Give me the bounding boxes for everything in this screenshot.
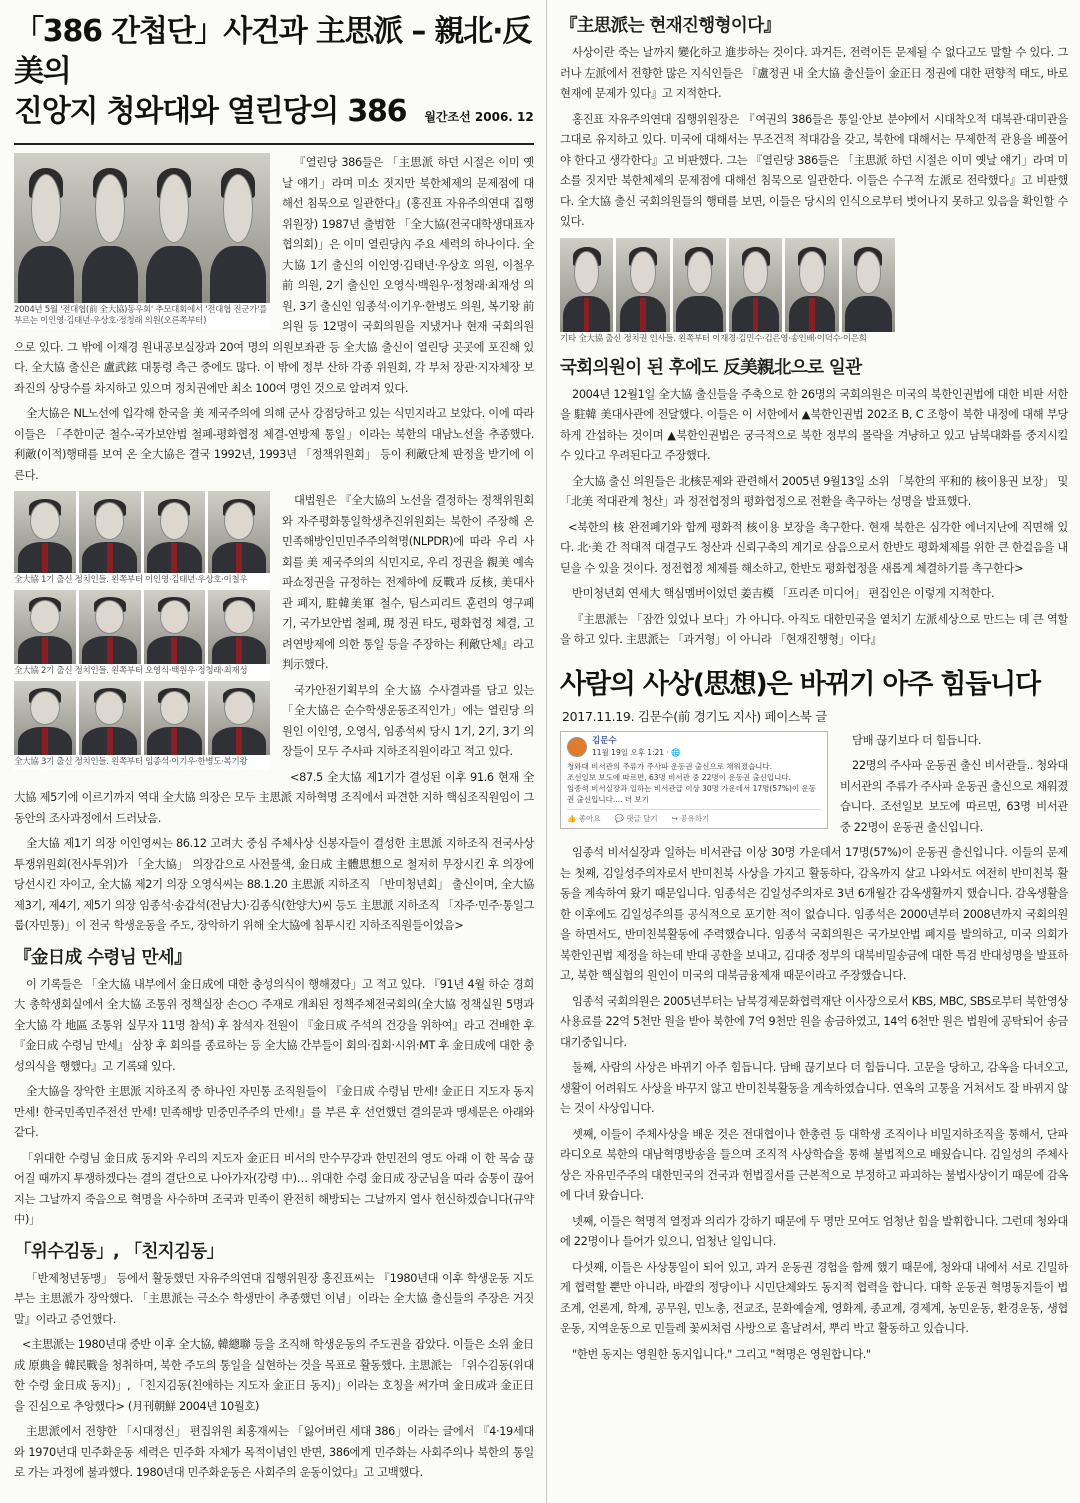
paragraph: 全大協을 장악한 主思派 지하조직 중 하나인 자민통 조직원들이 『金日成 수령님 만세! 金正日 지도자 동지 만세! 한국민족민주전선 만세! 민족해방 민중민주주의 만세!』를 부른 후 선언했던 결의문과 맹세문은 아래와 같다. [14,1085,534,1139]
article-title-line2-text: 진앙지 청와대와 열린당의 386 [14,94,407,129]
source-label: 월간조선 2006. 12 [424,110,534,124]
paragraph: 『主思派는 「잠깐 있었나 보다」가 아니다. 아직도 대한민국을 옅치기 左派세상으로 만드는 데 큰 역할을 하고 있다. 主思派는 「과거형」이 아니라 「현재진행형」이다』 [560,612,1068,646]
paragraph: 「반제청년동맹」 등에서 활동했던 자유주의연대 집행위원장 홍진표씨는 『1980년대 이후 학생운동 지도부는 主思派가 장악했다. 「主思派는 극소수 학생만이 추종했던 이념」이라는 全大協 출신들의 주장은 거짓말』이라고 증언했다. [14,1271,534,1326]
subheading: 『金日成 수령님 만세』 [14,947,192,968]
photo-group-others [560,238,895,347]
paragraph: 국가안전기획부의 全大協 수사결과를 담고 있는 「全大協은 순수학생운동조직인가」에는 열린당 의원인 이인영, 오영식, 임종석씨 당시 1기, 2기, 3기 의장들이 모두 주사파 지하조직원이라고 적고 있다. [282,683,534,758]
paragraph: 홍진표 자유주의연대 집행위원장은 『여권의 386들은 통일·안보 분야에서 시대착오적 대북관·대미관을 그대로 유지하고 있다. 미국에 대해서는 무조건적 적대감을 갖고, 북한에 대해서는 무제한적 관용을 베풀어야 한다고 생각한다』고 비판했다. 그는 『열린당 386들은 「主思派 하던 시절은 이미 옛날 얘기」라며 미소를 짓지만 북한체제의 문제점에 대해선 침묵으로 일관한다. 이들은 수구적 左派로 전락했다』고 비판했다. 全大協 출신 국회의원들의 행태를 보면, 이들은 당시의 인식으로부터 벗어나지 못하고 있음을 확인할 수 있다. [560,112,1068,228]
fb-share-label: 공유하기 [680,813,710,823]
photo-caption-2: 全大協 2기 출신 정치인들. 왼쪽부터 오영식·백원우·정청래·최재성 [14,666,248,676]
photo-caption-others: 기타 全大協 출신 정치권 인사들. 왼쪽부터 이재경·김민수·김은영·송인배·이덕수·이은희 [560,333,867,344]
article-title-line1: 「386 간첩단」사건과 主思派 – 親北·反美의 [14,14,532,89]
paragraph: 이 기록들은 「全大協 내부에서 金日成에 대한 충성의식이 행해졌다」고 적고 있다. 『91년 4월 하순 경희大 총학생회실에서 全大協 조통위 정책실장 손○○ 주재로 개최된 정책주체전국회의(全大協 정책실원 5명과 全大協 각 地區 조통위 실무자 11명 참석) 후 참석자 전원이 『金日成 주석의 건강을 위하여』라고 건배한 후 『金日成 수령님 만세』 삼창 후 회의를 종료하는 등 全大協 간부들이 회의·집회·시위·MT 후 金日成에 대한 충성의식을 행했다』고 기록돼 있다. [14,977,534,1073]
fb-text-3: 임종석 비서실장과 일하는 비서관급 이상 30명 가운데서 17명(57%)이 운동권 출신입니다.... 더 보기 [567,783,817,804]
paragraph: 넷째, 이들은 혁명적 열정과 의리가 강하기 때문에 두 명만 모여도 엄청난 힘을 발휘합니다. 그런데 청와대에 22명이나 들어가 있으니, 엄청난 일입니다. [560,1214,1068,1248]
paragraph: 全大協 제1기 의장 이인영씨는 86.12 고려大 중심 주체사상 신봉자들이 결성한 主思派 지하조직 전국사상투쟁위원회(전사투위)가 「全大協」 의장감으로 사전물색, 金日成 主體思想으로 철저히 무장시킨 후 의장에 당선시킨 자이고, 全大協 제2기 의장 오영식씨는 88.1.20 主思派 지하조직 「반미청년회」 출신이며, 全大協 제3기, 제4기, 제5기 의장 임종석·송갑석(전남大)·김종식(한양大)씨 등도 主思派 지하조직 「자주·민주·통일그룹(자민통)」이 전국 학생운동을 주도, 장악하기 위해 全大協에 침투시킨 지하조직원들이었음> [14,837,534,932]
rally-photo-image [14,153,270,303]
paragraph: <主思派는 1980년대 중반 이후 全大協, 韓總聯 등을 조직해 학생운동의 주도권을 잡았다. 이들은 소위 金日成 原典을 韓民戰을 청취하며, 북한 주도의 통일을 실현하는 것을 목표로 활동했다. 主思派는 「위수김동(위대한 수령 金日成 동지)」, 「친지김동(친애하는 지도자 金正日 동지)」이라는 호칭을 써가며 金日成과 金正日을 진심으로 추앙했다> (月刊朝鮮 2004년 10월호) [14,1338,534,1413]
section-title: 사람의 사상(思想)은 바뀌기 아주 힘듭니다 [560,668,1040,700]
paragraph: 둘째, 사람의 사상은 바뀌기 아주 힘듭니다. 담배 끊기보다 더 힘듭니다. 고문을 당하고, 감옥을 다녀오고, 생활이 어려워도 사상을 바꾸지 않고 반미친북활동을 계속하였습니다. 연옥의 고통을 거쳐서도 잘 바뀌지 않는 것이 사상입니다. [560,1061,1068,1115]
paragraph: 主思派에서 전향한 「시대정신」 편집위원 최홍재씨는 「잃어버린 세대 386」이라는 글에서 『4·19세대와 1970년대 민주화운동 세력은 민주화 자체가 목적이념인 반면, 386에게 민주화는 사회주의나 북한의 통일로 가는 과정에 불과했다. 1980년대 민주화운동은 사회주의 운동이었다』고 고백했다. [14,1425,534,1479]
fb-comment-button: 💬 댓글 달기 [614,813,658,823]
paragraph: 반미청년회 연세大 핵심멤버이었던 姜吉模 「프리존 미디어」 편집인은 이렇게 지적한다. [572,587,995,600]
paragraph: "한번 동지는 영원한 동지입니다." 그리고 "혁명은 영원합니다." [572,1347,871,1361]
paragraph: 全大協 출신 의원들은 北核문제와 관련해서 2005년 9월13일 소위 「북한의 平和的 核이용권 보장」 및 「北美 적대관계 청산」과 정전협정의 평화협정으로 전환을 촉구하는 성명을 발표했다. [560,474,1068,508]
paragraph: 사상이란 죽는 날까지 變化하고 進步하는 것이다. 과거든, 전력이든 문제될 수 없다고도 말할 수 있다. 그러나 左派에서 전향한 많은 지식인들은 『盧정권 내 全大協 출신들이 金正日 정권에 대한 편향적 태도, 바로 현재에 문제가 있다』고 지적한다. [560,46,1068,100]
rally-photo-caption: 2004년 5월 '전대협(前 全大協)동우회' 추모대회에서 '전대협 진군가'를 부르는 이인영·김태년·우상호·정청래 의원(오른쪽부터) [14,305,268,326]
right-column [548,0,1080,1503]
paragraph: 임종석 국회의원은 2005년부터는 남북경제문화협력재단 이사장으로서 KBS, MBC, SBS로부터 북한영상 사용료를 22억 5천만 원을 받아 북한에 7억 9천만 원을 송금하였고, 14억 6천만 원은 법원에 공탁되어 송금 대기중입니다. [560,994,1068,1049]
subheading: 국회의원이 된 후에도 反美親北으로 일관 [560,357,862,378]
subheading: 「위수김동」, 「친지김동」 [14,1241,224,1262]
paragraph: 「위대한 수령님 金日成 동지와 우리의 지도자 金正日 비서의 만수무강과 한민전의 영도 아래 이 한 목숨 끊어질 때까지 투쟁하겠다는 결의 결단으로 나아가자(강령 中)… 위대한 수령 金日成 장군님을 따라 숨통이 끊어지는 그날까지 죽음으로 혁명을 사수하며 조국과 민족이 완전히 해방되는 그날까지 열사 헌신하겠습니다(규약 中)」 [14,1151,534,1226]
byline: 2017.11.19. 김문수(前 경기도 지사) 페이스북 글 [562,708,828,724]
subheading: 『主思派는 현재진행형이다』 [560,16,781,36]
fb-author: 김문수 [592,735,617,746]
fb-like-button: 👍 좋아요 [567,813,601,823]
photo-group-1 [14,491,270,770]
paragraph: 대법원은 『全大協의 노선을 결정하는 정책위원회와 자주평화통일학생추진위원회는 북한이 주장해 온 민족해방인민민주주의혁명(NLPDR)에 따라 우리 사회를 美 제국주의의 식민지로, 우리 정권을 親美 예속 파쇼정권을 규정하는 전제하에 反戰과 反核, 美대사관 폐지, 駐韓美軍 철수, 팀스피리트 훈련의 영구폐기, 국가보안법 철폐, 現 정권 타도, 평화협정 체결, 고려연방제에 의한 통일 등을 주장하는 利敵단체』라고 判示했다. [282,494,534,671]
paragraph: 全大協은 NL노선에 입각해 한국을 美 제국주의에 의해 군사 강점당하고 있는 식민지라고 보았다. 이에 따라 이들은 「주한미군 철수-국가보안법 철폐-평화협정 체결-연방제 통일」이라는 북한의 대남노선을 추종했다. 利敵(이적)행태를 보여 온 全大協은 결국 1992년, 1993년 「정책위원회」 등이 利敵단체 판정을 받기에 이른다. [14,407,534,482]
paragraph: 다섯째, 이들은 사상통일이 되어 있고, 과거 운동권 경험을 함께 했기 때문에, 청와대 내에서 서로 긴밀하게 협력할 뿐만 아니라, 바깥의 정당이나 시민단체와도 동지적 협력을 합니다. 대학 운동권 혁명동지들이 법조계, 언론계, 학계, 공무원, 민노총, 전교조, 문화예술계, 영화계, 종교계, 경제계, 농민운동, 환경운동, 생협운동, 지역운동으로 민들레 꽃씨처럼 사방으로 흩날려서, 뿌리 박고 활동하고 있습니다. [560,1260,1068,1335]
paragraph: 2004년 12월1일 全大協 출신들을 주축으로 한 26명의 국회의원은 미국의 북한인권법에 대한 비판 서한을 駐韓 美대사관에 전달했다. 이들은 이 서한에서 ▲북한인권법 202조 B, C 조항이 북한 내정에 대해 부당하게 간섭하는 것이며 ▲북한인권법은 궁극적으로 북한 정부의 몰락을 겨냥하고 있고 남북대화를 중지시킬 수 있다고 우려된다고 주장했다. [560,387,1068,462]
photo-caption-1: 全大協 1기 출신 정치인들. 왼쪽부터 이인영·김태년·우상호·이철우 [14,575,248,585]
paragraph: 셋째, 이들이 주체사상을 배운 것은 전대협이나 한총련 등 대학생 조직이나 비밀지하조직을 통해서, 단파 라디오로 북한의 대남혁명방송을 들으며 조직적 사상학습을 통해 불법적으로 배웠습니다. 김일성의 주체사상은 자유민주주의 대한민국의 건국과 헌법질서를 근본적으로 부정하고 파괴하는 불법사상이기 때문에 감옥에 다녀 왔습니다. [560,1127,1068,1202]
paragraph: <87.5 全大協 제1기가 결성된 이후 91.6 현재 全大協 제5기에 이르기까지 역대 全大協 의장은 모두 主思派 지하혁명 조직에서 파견한 지하 핵심조직원임이 그 동안의 조사과정에서 드러났음. [14,770,534,825]
paragraph: 담배 끊기보다 더 힘듭니다. [852,733,982,747]
paragraph: <북한의 核 완전폐기와 함께 평화적 核이용 보장을 촉구한다. 현재 북한은 심각한 에너지난에 직면해 있다. 北·美 간 적대적 대결구도 청산과 신뢰구축의 계기로 삼음으로서 한반도 평화체제를 위한 큰 한걸음을 내딛을 수 있을 것이다. 정전협정 체제를 해소하고, 한반도 평화협정을 새롭게 체결하기를 촉구한다> [560,520,1068,575]
fb-comment-label: 댓글 달기 [626,813,658,823]
paragraph: 22명의 주사파 운동권 출신 비서관들.. 청와대 비서관의 주류가 주사파 운동권 출신으로 채워졌습니다. 조선일보 보도에 따르면, 63명 비서관 중 22명이 운동권 출신입니다. [840,759,1068,834]
fb-time: 11월 19일 오후 1:21 · 🌐 [592,747,681,757]
fb-like-label: 좋아요 [578,813,601,823]
facebook-post-screenshot [560,731,828,829]
article-title-line2 [14,92,534,137]
fb-share-button: ↪ 공유하기 [671,813,710,823]
title-rule [14,143,534,145]
paragraph: 『열린당 386들은 「主思派 하던 시절은 이미 옛날 얘기」라며 미소 짓지만 북한체제의 문제점에 대해선 침묵으로 일관한다』(홍진표 자유주의연대 집행위원장) 1987년 출범한 「全大協(전국대학생대표자협의회)」은 이미 열린당內 주요 세력의 하나이다. 全大協 1기 출신의 이인영·김태년·우상호 의원, 이철우 前 의원, 2기 출신인 오영식·백원우·정청래·최재성 의원, 3기 출신인 임종석·이기우·한병도 의원, 복기왕 前 의원 등 12명이 국회의원을 지냈거나 현재 국회의원으로 있다. 그 밖에 이재경 원내공보실장과 20여 명의 의원보좌관 등 全大協 출신이 열린당 곳곳에 포진해 있다. 全大協 출신은 盧武鉉 대통령 측근 중에도 많다. 이 밖에 정부 산하 각종 위원회, 각 부처 장관·지자체장 보좌진의 상당수를 차지하고 있으며 정치권에만 최소 100여 명인 것으로 알려져 있다. [14,156,534,395]
photo-caption-3: 全大協 3기 출신 정치인들. 왼쪽부터 임종석·이기우·한병도·복기왕 [14,757,248,767]
avatar [567,737,587,757]
paragraph: 임종석 비서실장과 일하는 비서관급 이상 30명 가운데서 17명(57%)이 운동권 출신입니다. 이들의 문제는 첫째, 김일성주의자로서 반미친북 사상을 가지고 활동하다, 감옥까지 살고 나와서도 여전히 반미친북 활동을 계속하여 왔기 때문입니다. 임종석은 김일성주의자로 3년 6개월간 감옥생활까지 했습니다. 감옥생활을 한 이후에도 김일성주의를 공식적으로 포기한 적이 없습니다. 임종석은 2000년부터 2008년까지 국회의원을 하면서도, 반미친북활동에 주력했습니다. 임종석 국회의원은 국가보안법 폐지를 발의하고, 미국 의회가 북한인권법 제정을 하는데 반대 공한을 보내고, 김대중 정부의 대북비밀송금에 대한 특검 반대성명을 발표하고, 북한 핵실험의 원인이 미국의 대북금융제재 때문이라고 주장했습니다. [560,846,1068,982]
fb-text-1: 청와대 비서관의 주류가 주사파 운동권 출신으로 채워졌습니다. [567,761,773,771]
rally-photo [14,153,270,329]
fb-text-2: 조선일보 보도에 따르면, 63명 비서관 중 22명이 운동권 출신입니다. [567,772,792,782]
